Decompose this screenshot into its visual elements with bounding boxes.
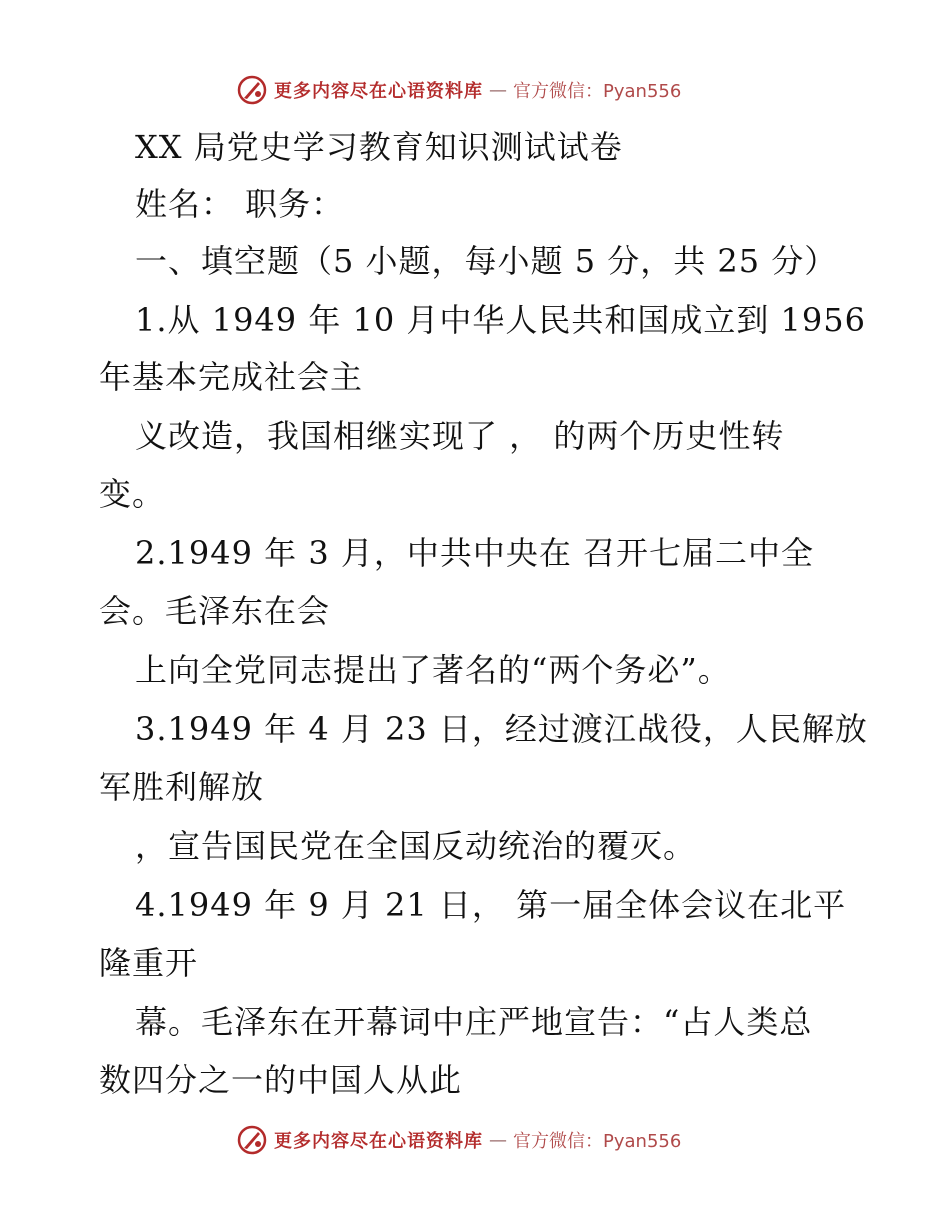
quill-logo-icon xyxy=(236,74,268,106)
question-2-line-2: 会。毛泽东在会 xyxy=(99,592,331,630)
question-3-line-3: ，宣告国民党在全国反动统治的覆灭。 xyxy=(135,827,697,865)
quill-logo-icon xyxy=(236,1124,268,1156)
question-2-line-1: 2.1949 年 3 月，中共中央在 召开七届二中全 xyxy=(135,534,815,572)
question-1-line-1: 1.从 1949 年 10 月中华人民共和国成立到 1956 xyxy=(135,301,866,339)
question-4-line-2: 隆重开 xyxy=(99,944,199,982)
info-line: 姓名： 职务： xyxy=(135,185,345,223)
question-1-line-3: 义改造，我国相继实现了 ， 的两个历史性转 xyxy=(135,417,785,455)
question-4-line-4: 数四分之一的中国人从此 xyxy=(99,1061,463,1099)
question-4-line-1: 4.1949 年 9 月 21 日， 第一届全体会议在北平 xyxy=(135,886,847,924)
watermark-brand: 更多内容尽在心语资料库 xyxy=(274,1131,483,1152)
question-1-line-4: 变。 xyxy=(99,475,166,513)
question-3-line-1: 3.1949 年 4 月 23 日，经过渡江战役，人民解放 xyxy=(135,710,868,748)
question-1-line-2: 年基本完成社会主 xyxy=(99,358,364,396)
watermark-contact: 官方微信：Pyan556 xyxy=(513,1131,682,1152)
section-heading: 一、填空题（5 小题，每小题 5 分，共 25 分） xyxy=(135,242,838,280)
header-watermark xyxy=(236,73,681,107)
question-3-line-2: 军胜利解放 xyxy=(99,768,265,806)
footer-watermark xyxy=(236,1123,681,1157)
watermark-separator: — xyxy=(489,1129,507,1151)
watermark-separator: — xyxy=(489,79,507,101)
watermark-brand: 更多内容尽在心语资料库 xyxy=(274,81,483,102)
watermark-contact: 官方微信：Pyan556 xyxy=(513,81,682,102)
question-4-line-3: 幕。毛泽东在开幕词中庄严地宣告：“占人类总 xyxy=(135,1003,813,1041)
question-2-line-3: 上向全党同志提出了著名的“两个务必”。 xyxy=(135,651,731,689)
document-title: XX 局党史学习教育知识测试试卷 xyxy=(135,128,623,166)
